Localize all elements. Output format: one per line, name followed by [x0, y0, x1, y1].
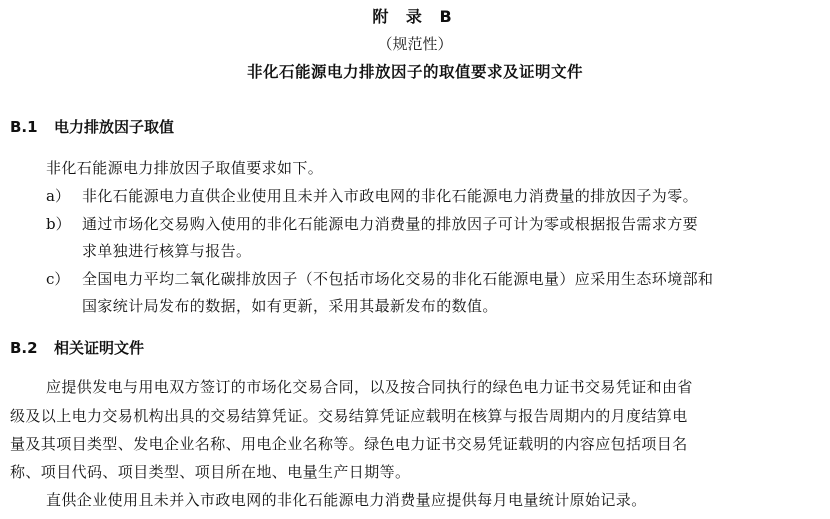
appendix-title: 附 录 B: [372, 7, 458, 26]
list-item-a-line-1: 非化石能源电力直供企业使用且未并入市政电网的非化石能源电力消费量的排放因子为零。: [82, 187, 699, 205]
list-item-c-line-1: 全国电力平均二氧化碳排放因子（不包括市场化交易的非化石能源电量）应采用生态环境部和: [82, 270, 714, 288]
section-title: 电力排放因子取值: [54, 118, 175, 136]
paragraph-1-line-2: 级及以上电力交易机构出具的交易结算凭证。交易结算凭证应载明在核算与报告周期内的月度结算电: [10, 407, 688, 425]
paragraph-1-line-4: 称、项目代码、项目类型、项目所在地、电量生产日期等。: [10, 463, 411, 481]
normative-label: （规范性）: [377, 35, 453, 53]
list-item-b-line-2: 求单独进行核算与报告。: [82, 242, 252, 260]
section-heading-b2: [10, 337, 144, 358]
list-marker-b: b）: [46, 215, 71, 233]
list-marker-a: a）: [46, 187, 70, 205]
paragraph-2: 直供企业使用且未并入市政电网的非化石能源电力消费量应提供每月电量统计原始记录。: [46, 491, 647, 509]
intro-text: 非化石能源电力排放因子取值要求如下。: [46, 159, 324, 177]
document-title: 非化石能源电力排放因子的取值要求及证明文件: [246, 63, 583, 81]
section-number: B.1: [10, 118, 38, 136]
list-item-b-line-1: 通过市场化交易购入使用的非化石能源电力消费量的排放因子可计为零或根据报告需求方要: [82, 215, 699, 233]
list-item-c-line-2: 国家统计局发布的数据，如有更新，采用其最新发布的数值。: [82, 297, 498, 315]
paragraph-1-line-1: 应提供发电与用电双方签订的市场化交易合同，以及按合同执行的绿色电力证书交易凭证和由省: [46, 378, 693, 396]
list-marker-c: c）: [46, 270, 70, 288]
section-title: 相关证明文件: [54, 339, 145, 357]
paragraph-1-line-3: 量及其项目类型、发电企业名称、用电企业名称等。绿色电力证书交易凭证载明的内容应包括项目名: [10, 435, 688, 453]
section-number: B.2: [10, 339, 38, 357]
section-heading-b1: [10, 116, 174, 137]
